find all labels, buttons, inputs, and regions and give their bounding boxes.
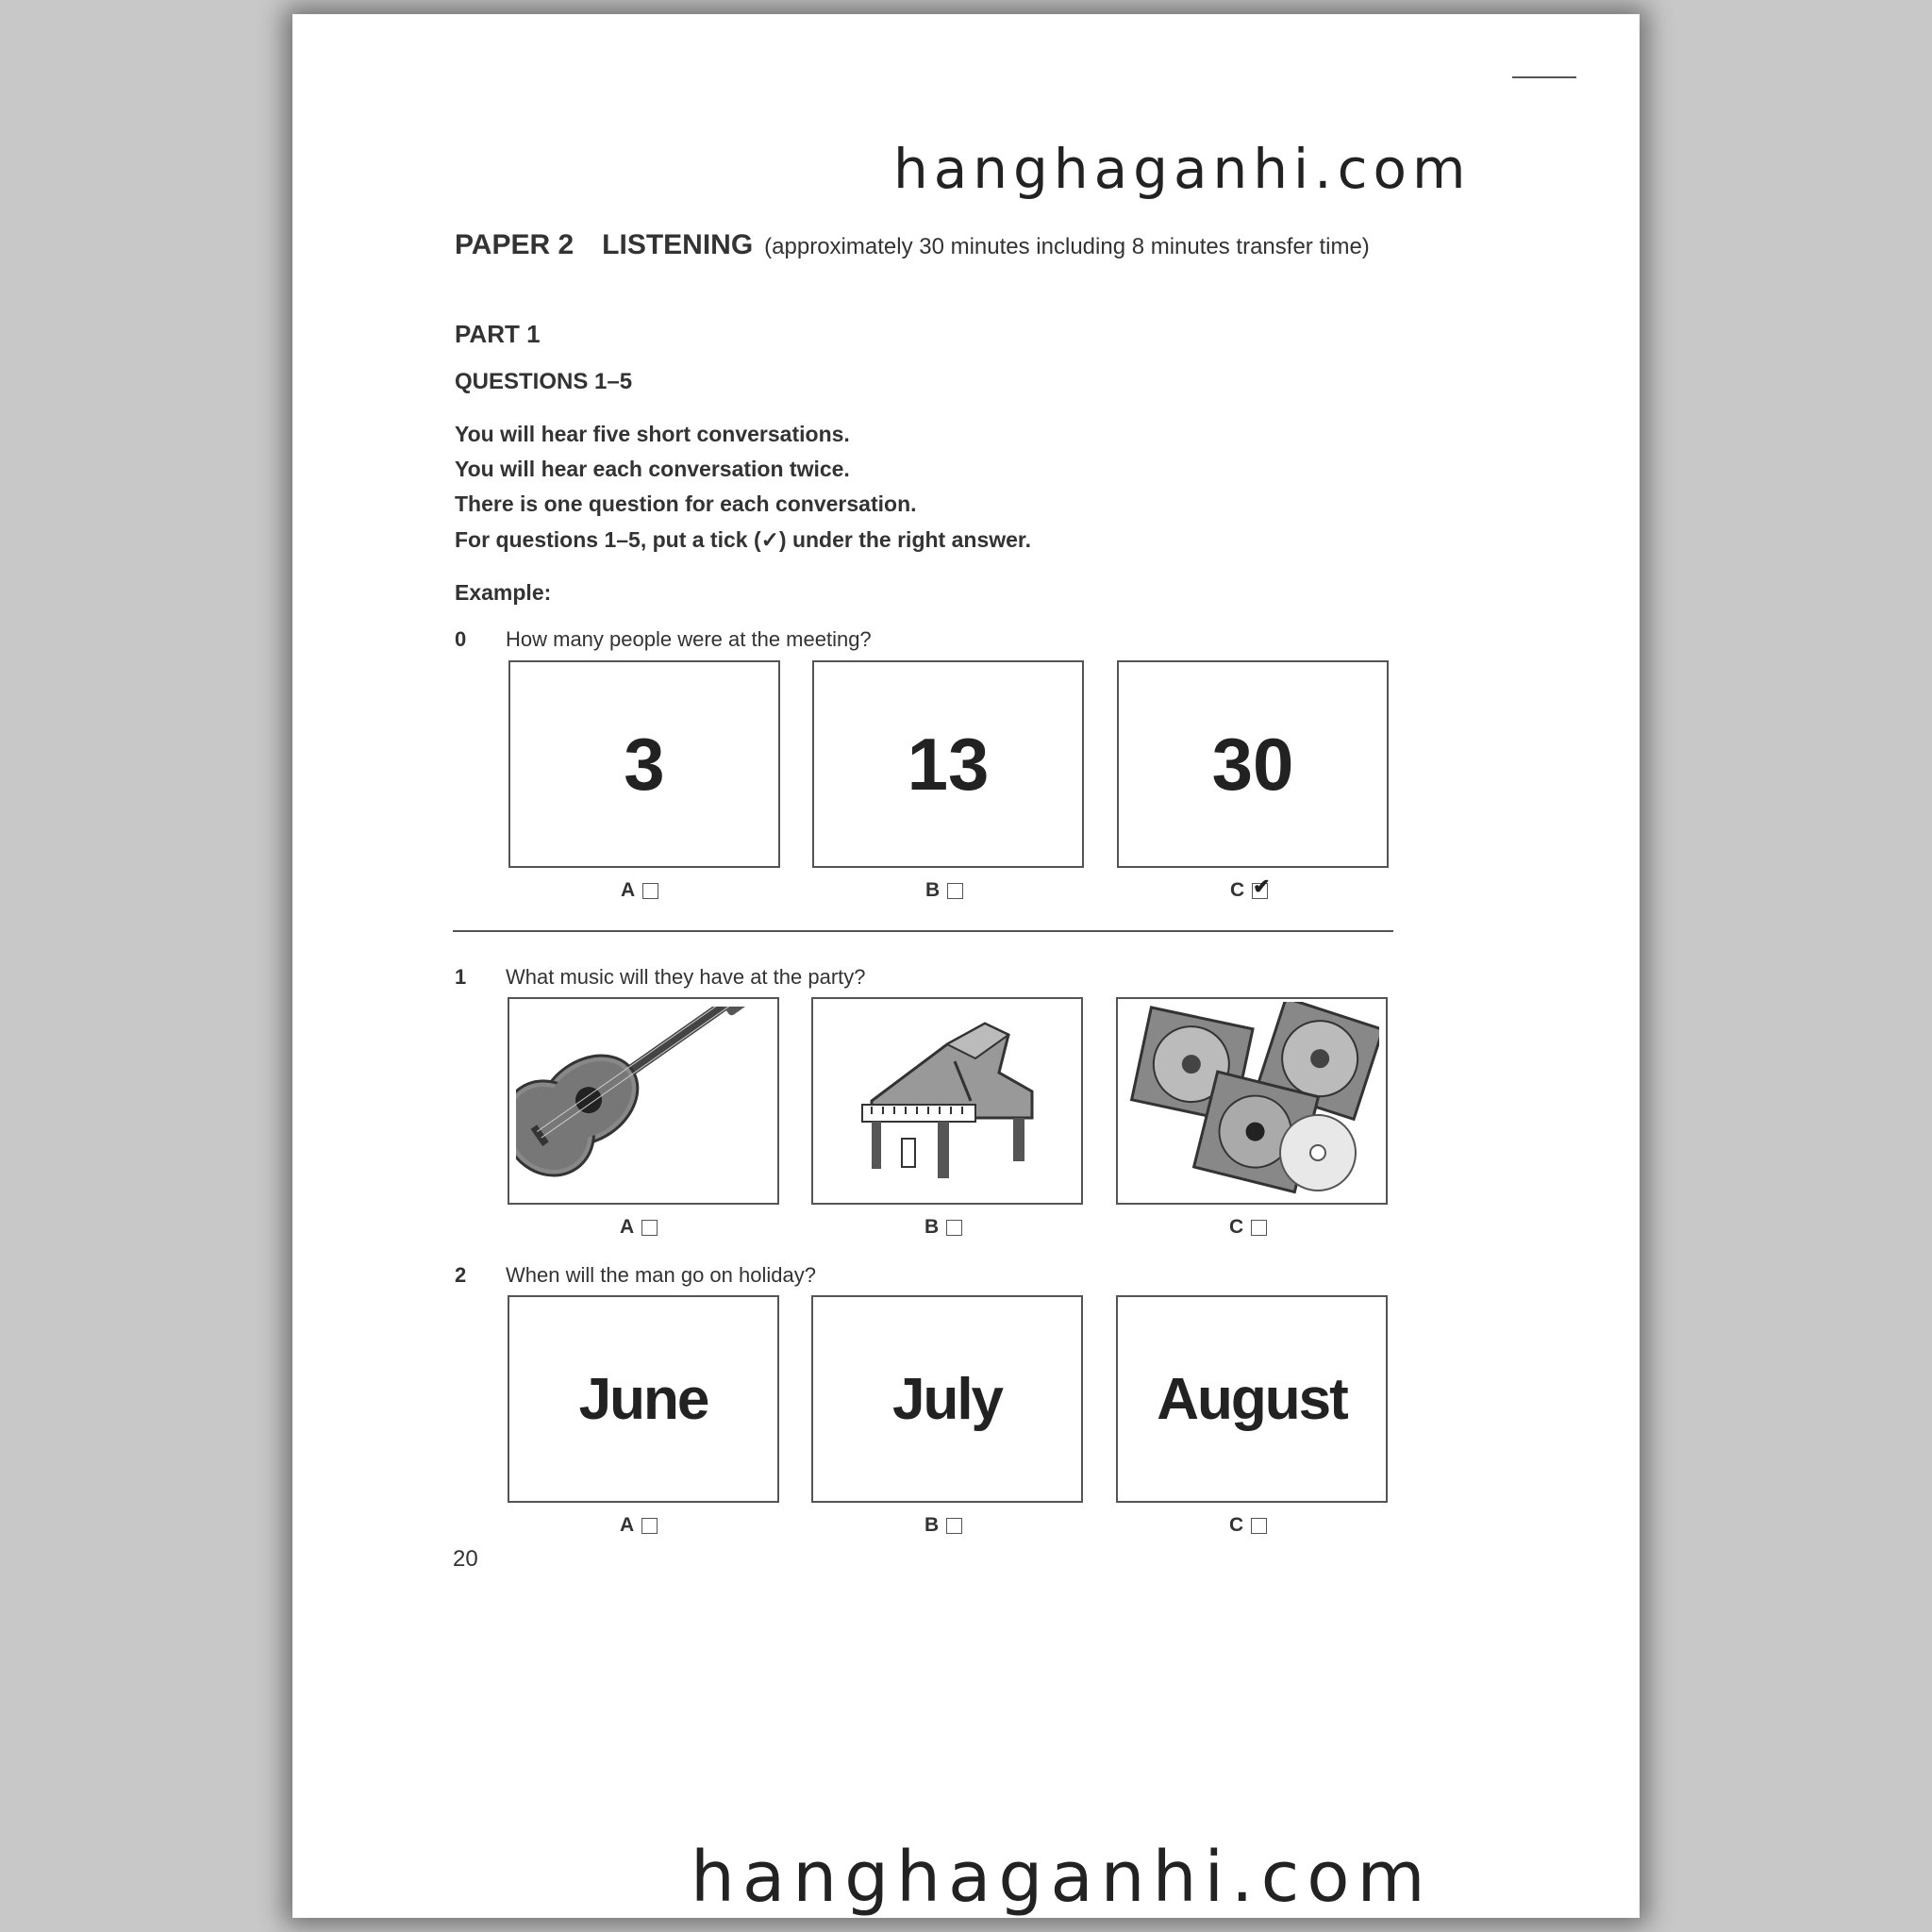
- watermark-top: hanghaganhi.com: [893, 137, 1472, 201]
- instruction-line: For questions 1–5, put a tick (✓) under the right answer.: [455, 527, 1031, 552]
- option-letter: A: [620, 1514, 635, 1536]
- option-b[interactable]: [925, 879, 963, 902]
- option-c[interactable]: [1230, 874, 1271, 902]
- question-number: 0: [455, 627, 467, 651]
- answer-checkbox[interactable]: [1251, 1518, 1267, 1534]
- heading-subtitle: (approximately 30 minutes including 8 minutes transfer time): [764, 234, 1370, 259]
- answer-checkbox[interactable]: [946, 1220, 962, 1236]
- option-letter: B: [924, 1216, 940, 1238]
- answer-checkbox-checked[interactable]: [1252, 874, 1271, 899]
- page-heading: [455, 229, 1370, 261]
- answer-checkbox[interactable]: [641, 1220, 658, 1236]
- questions-range: QUESTIONS 1–5: [455, 369, 633, 394]
- question-text: When will the man go on holiday?: [506, 1263, 816, 1287]
- guitar-icon: [516, 1007, 771, 1195]
- option-c[interactable]: [1229, 1514, 1267, 1537]
- option-card: [1117, 660, 1389, 868]
- question-number: 1: [455, 965, 467, 989]
- piano-icon: [834, 1007, 1060, 1195]
- option-letter: B: [925, 879, 941, 901]
- exam-page: [292, 14, 1640, 1918]
- option-letter: A: [621, 879, 636, 901]
- option-a[interactable]: [620, 1216, 658, 1239]
- option-letter: C: [1229, 1216, 1244, 1238]
- section-label: LISTENING: [602, 229, 754, 260]
- answer-checkbox[interactable]: [1251, 1220, 1267, 1236]
- instruction-line: There is one question for each conversation.: [455, 491, 917, 516]
- option-content: 30: [1211, 722, 1294, 806]
- answer-checkbox[interactable]: [947, 883, 963, 899]
- example-label: Example:: [455, 580, 552, 605]
- answer-checkbox[interactable]: [642, 883, 658, 899]
- option-card: [508, 660, 780, 868]
- option-card: [508, 997, 779, 1205]
- option-letter: C: [1230, 879, 1245, 901]
- option-content: August: [1157, 1366, 1347, 1432]
- option-card: [1116, 1295, 1388, 1503]
- option-content: July: [891, 1366, 1003, 1432]
- option-card: [1116, 997, 1388, 1205]
- part-title: PART 1: [455, 320, 541, 348]
- watermark-bottom: hanghaganhi.com: [691, 1837, 1433, 1918]
- page-number: 20: [453, 1546, 478, 1572]
- instruction-line: You will hear five short conversations.: [455, 422, 850, 446]
- example-divider: [453, 930, 1393, 932]
- option-content: 13: [907, 722, 990, 806]
- answer-checkbox[interactable]: [946, 1518, 962, 1534]
- option-a[interactable]: [621, 879, 658, 902]
- option-card: [812, 660, 1084, 868]
- option-letter: C: [1229, 1514, 1244, 1536]
- answer-checkbox[interactable]: [641, 1518, 658, 1534]
- option-letter: A: [620, 1216, 635, 1238]
- instruction-line: You will hear each conversation twice.: [455, 457, 850, 481]
- paper-label: PAPER 2: [455, 229, 575, 260]
- option-b[interactable]: [924, 1514, 962, 1537]
- corner-rule: [1512, 76, 1576, 78]
- option-c[interactable]: [1229, 1216, 1267, 1239]
- option-content: June: [578, 1366, 708, 1432]
- option-card: [811, 1295, 1083, 1503]
- question-number: 2: [455, 1263, 467, 1287]
- question-text: How many people were at the meeting?: [506, 627, 872, 651]
- option-card: [811, 997, 1083, 1205]
- option-letter: B: [924, 1514, 940, 1536]
- question-text: What music will they have at the party?: [506, 965, 866, 989]
- tick-icon: ✔: [1253, 874, 1271, 898]
- cds-icon: [1124, 1002, 1379, 1200]
- option-content: 3: [624, 722, 665, 806]
- option-b[interactable]: [924, 1216, 962, 1239]
- option-card: [508, 1295, 779, 1503]
- option-a[interactable]: [620, 1514, 658, 1537]
